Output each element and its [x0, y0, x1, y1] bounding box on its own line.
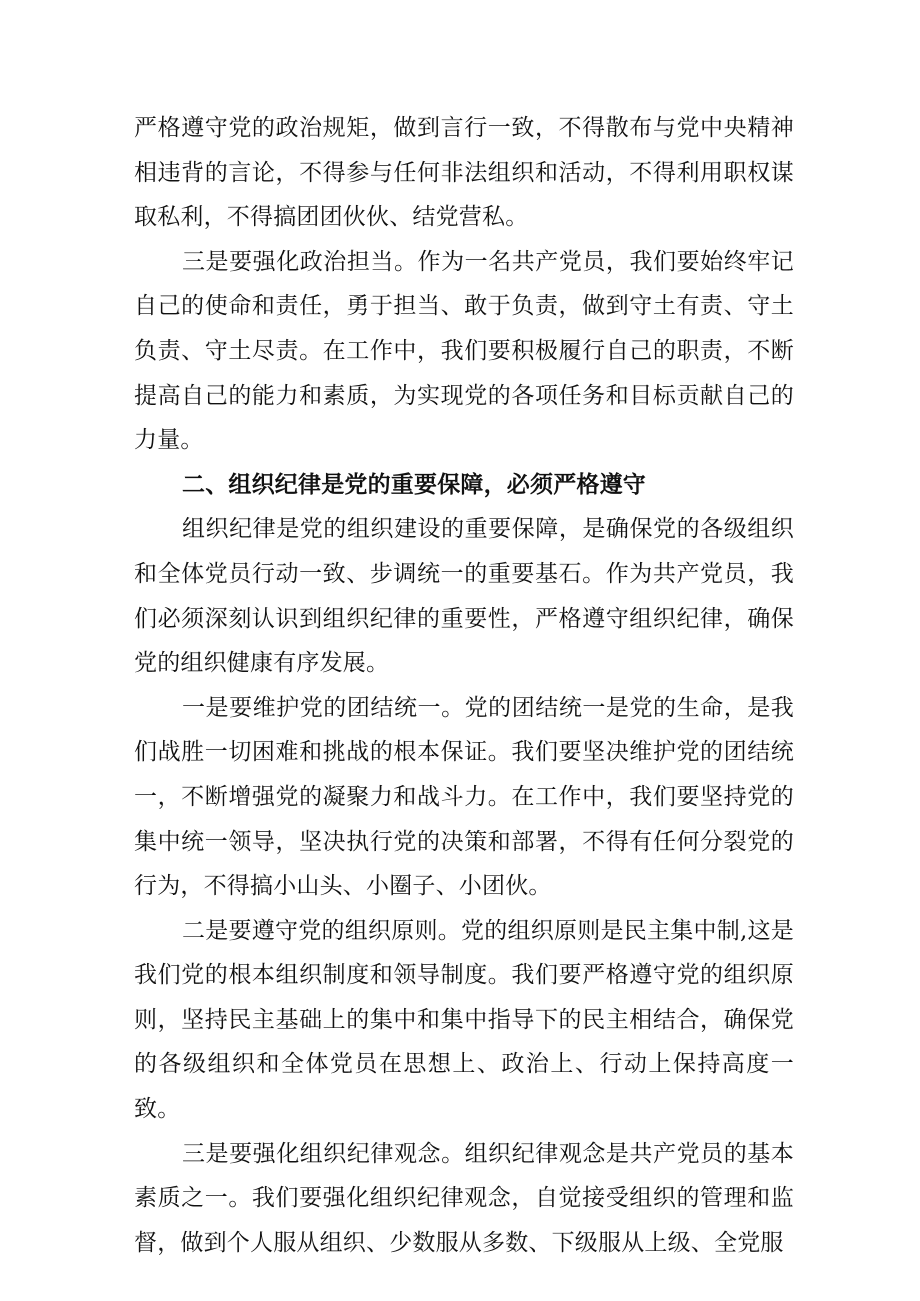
paragraph-party-unity: 一是要维护党的团结统一。党的团结统一是党的生命，是我们战胜一切困难和挑战的根本保证。我们要坚决维护党的团结统一，不断增强党的凝聚力和战斗力。在工作中，我们要坚持党的集中统一领导，坚决执行党的决策和部署，不得有任何分裂党的行为，不得搞小山头、小圈子、小团伙。: [134, 694, 794, 900]
paragraph-continued: 严格遵守党的政治规矩，做到言行一致，不得散布与党中央精神相违背的言论，不得参与任何非法组织和活动，不得利用职权谋取私利，不得搞团团伙伙、结党营私。: [134, 115, 794, 231]
section-heading-organizational-discipline: 二、组织纪律是党的重要保障，必须严格遵守: [182, 471, 646, 498]
paragraph-discipline-concept: 三是要强化组织纪律观念。组织纪律观念是共产党员的基本素质之一。我们要强化组织纪律观念，自觉接受组织的管理和监督，做到个人服从组织、少数服从多数、下级服从上级、全党服: [134, 1140, 794, 1256]
document-body: [134, 106, 794, 1265]
paragraph-political-responsibility: 三是要强化政治担当。作为一名共产党员，我们要始终牢记自己的使命和责任，勇于担当、敢于负责，做到守土有责、守土负责、守土尽责。在工作中，我们要积极履行自己的职责，不断提高自己的能力和素质，为实现党的各项任务和目标贡献自己的力量。: [134, 248, 794, 454]
paragraph-organizational-discipline-intro: 组织纪律是党的组织建设的重要保障，是确保党的各级组织和全体党员行动一致、步调统一的重要基石。作为共产党员，我们必须深刻认识到组织纪律的重要性，严格遵守组织纪律，确保党的组织健康有序发展。: [134, 516, 794, 677]
paragraph-organizational-principles: 二是要遵守党的组织原则。党的组织原则是民主集中制,这是我们党的根本组织制度和领导制度。我们要严格遵守党的组织原则，坚持民主基础上的集中和集中指导下的民主相结合，确保党的各级组织和全体党员在思想上、政治上、行动上保持高度一致。: [134, 917, 794, 1123]
